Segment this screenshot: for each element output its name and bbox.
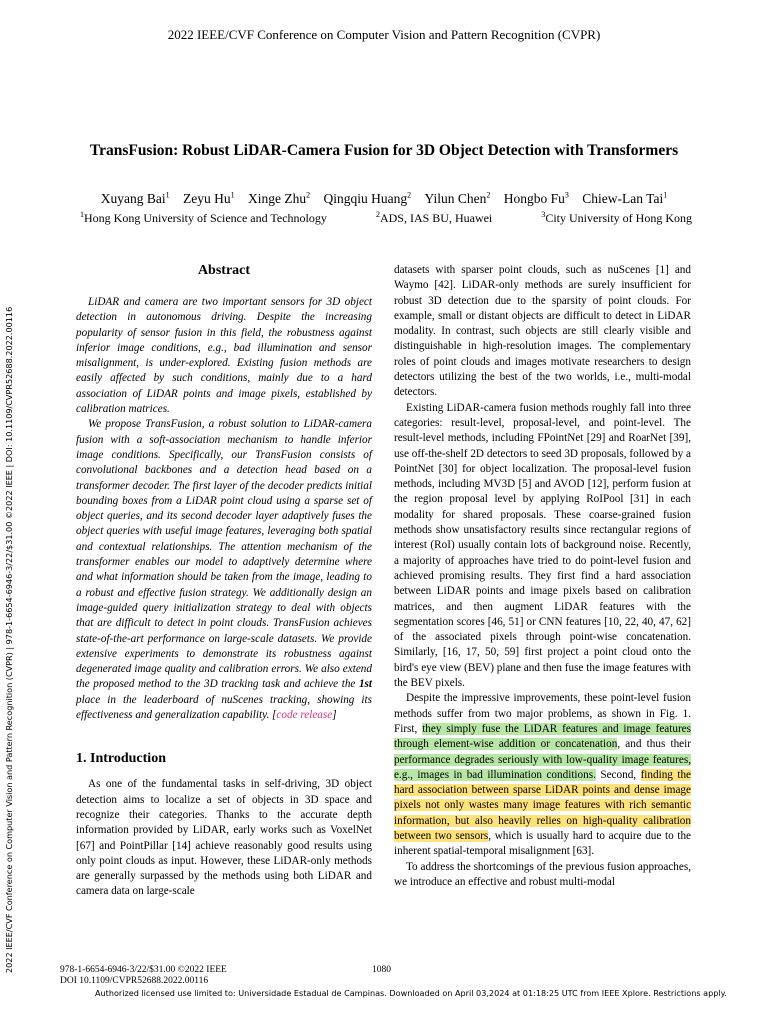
author-name: Hongbo Fu xyxy=(503,191,565,206)
side-margin-citation: 2022 IEEE/CVF Conference on Computer Vision and Pattern Recognition (CVPR) | 978-1-6654-6946-3/22/$31.00 ©2022 IEEE | DOI: 10.1109/CVPR52688.2022.00116 xyxy=(4,306,14,973)
author-name: Qingqiu Huang xyxy=(323,191,408,206)
leaderboard-rank: 1st xyxy=(358,678,373,691)
author xyxy=(324,191,412,206)
right-paragraph-3 xyxy=(394,691,691,859)
abstract-paragraph-2-tail: place in the leaderboard of nuScenes tracking, showing its effectiveness and generalization capability. [ xyxy=(76,693,372,722)
affiliation xyxy=(376,211,492,226)
paragraph-3-text-d: , which is usually hard to acquire due to the inherent spatial-temporal misalignment [63]. xyxy=(394,829,691,858)
footer-publication-info xyxy=(60,965,227,987)
affiliation-list xyxy=(80,211,692,226)
author-name: Xinge Zhu xyxy=(248,191,307,206)
highlight-yellow-1: finding the hard association between sparse LiDAR points and dense image pixels not only wastes many image features with rich semantic information, but also heavily relies on high-quality calibration between two sensors xyxy=(394,768,692,842)
affiliation-number: 1 xyxy=(80,210,84,219)
right-paragraph-1: datasets with sparser point clouds, such as nuScenes [1] and Waymo [42]. LiDAR-only methods are surely insufficient for robust 3D detection due to the sparsity of point clouds. For example, small or distant objects are difficult to detect in LiDAR modality. In contrast, such objects are still clearly visible and distinguishable in high-resolution images. The complementary roles of point clouds and images motivate researchers to design detectors utilizing the best of the two worlds, i.e., multi-modal detectors. xyxy=(394,264,691,399)
author xyxy=(504,191,569,206)
paragraph-3-text-c: Second, xyxy=(600,768,637,781)
abstract-paragraph-1: LiDAR and camera are two important sensors for 3D object detection in autonomous driving. Despite the increasing popularity of sensor fusion in this field, the robustness against inferior image conditions, e.g., bad illumination and sensor misalignment, is under-explored. Existing fusion methods are easily affected by such conditions, mainly due to a hard association of LiDAR points and image pixels, established by calibration matrices. xyxy=(76,296,372,416)
affiliation-number: 3 xyxy=(541,210,546,219)
author xyxy=(248,191,310,206)
left-column xyxy=(76,263,372,900)
introduction-heading: 1. Introduction xyxy=(76,751,166,767)
author-name: Chiew-Lan Tai xyxy=(582,191,664,206)
author-name: Xuyang Bai xyxy=(100,191,166,206)
author-affiliation-mark: 1 xyxy=(165,190,170,200)
author xyxy=(101,191,170,206)
author-affiliation-mark: 2 xyxy=(306,190,311,200)
page-number: 1080 xyxy=(372,965,391,975)
affiliation-name: ADS, IAS BU, Huawei xyxy=(379,211,493,225)
author xyxy=(582,191,667,206)
author-affiliation-mark: 2 xyxy=(486,190,491,200)
affiliation xyxy=(80,211,327,226)
paragraph-3-text-a: Despite the impressive improvements, these point-level fusion methods suffer from two major problems, as shown in Fig. 1. First, xyxy=(394,692,691,735)
footer-doi: DOI 10.1109/CVPR52688.2022.00116 xyxy=(60,976,209,986)
author xyxy=(183,191,235,206)
paper-title: TransFusion: Robust LiDAR-Camera Fusion for 3D Object Detection with Transformers xyxy=(89,142,679,159)
code-release-link[interactable]: code release xyxy=(276,709,333,722)
author-affiliation-mark: 1 xyxy=(230,190,235,200)
introduction-paragraph-1: As one of the fundamental tasks in self-driving, 3D object detection aims to localize a set of objects in 3D space and recognize their categories. Thanks to the accurate depth information provided by LiDAR, early works such as VoxelNet [67] and PointPillar [14] achieve reasonably good results using only point clouds as input. However, these LiDAR-only methods are generally surpassed by the methods using both LiDAR and camera data on large-scale xyxy=(76,778,372,898)
right-column xyxy=(394,263,691,890)
author-affiliation-mark: 3 xyxy=(564,190,569,200)
affiliation-number: 2 xyxy=(375,210,380,219)
abstract-paragraph-2-end: ] xyxy=(332,709,337,722)
right-paragraph-4: To address the shortcomings of the previous fusion approaches, we introduce an effective and robust multi-modal xyxy=(394,860,691,888)
footer-isbn: 978-1-6654-6946-3/22/$31.00 ©2022 IEEE xyxy=(60,965,227,975)
author-list xyxy=(0,191,768,207)
author-affiliation-mark: 2 xyxy=(407,190,412,200)
abstract-paragraph-2-text: We propose TransFusion, a robust solution to LiDAR-camera fusion with a soft-association mechanism to handle inferior image conditions. Specifically, our TransFusion consists of convolutional backbones and a detection head based on a transformer decoder. The first layer of the decoder predicts initial bounding boxes from a LiDAR point cloud using a sparse set of object queries, and its second decoder layer adaptively fuses the object queries with useful image features, leveraging both spatial and contextual relationships. The attention mechanism of the transformer enables our model to adaptively determine where and what information should be taken from the image, leading to a robust and effective fusion strategy. We additionally design an image-guided query initialization strategy to deal with objects that are difficult to detect in point clouds. TransFusion achieves state-of-the-art performance on large-scale datasets. We provide extensive experiments to demonstrate its robustness against degenerated image quality and calibration errors. We also extend the proposed method to the 3D tracking task and achieve the xyxy=(76,418,372,691)
highlight-green-1: they simply fuse the LiDAR features and image features through element-wise addition or concatenation xyxy=(394,722,692,751)
right-paragraph-2: Existing LiDAR-camera fusion methods roughly fall into three categories: result-level, proposal-level, and point-level. The result-level methods, including FPointNet [29] and RoarNet [39], use off-the-shelf 2D detectors to seed 3D proposals, followed by a PointNet [30] for object localization. The proposal-level fusion methods, including MV3D [5] and AVOD [12], perform fusion at the region proposal level by applying RoIPool [31] in each modality for shared proposals. These coarse-grained fusion methods show unsatisfactory results since rectangular regions of interest (RoI) usually contain lots of background noise. Recently, a majority of approaches have tried to do point-level fusion and achieved promising results. They first find a hard association between LiDAR points and image pixels based on calibration matrices, and then augment LiDAR features with the segmentation scores [46, 51] or CNN features [10, 22, 40, 47, 62] of the associated pixels through point-wise concatenation. Similarly, [16, 17, 50, 59] first project a point cloud onto the bird's eye view (BEV) plane and then fuse the image features with the BEV pixels. xyxy=(394,401,691,690)
abstract-heading: Abstract xyxy=(197,263,251,278)
author-name: Zeyu Hu xyxy=(183,191,231,206)
affiliation-name: City University of Hong Kong xyxy=(545,211,692,225)
highlight-green-2: performance degrades seriously with low-quality image features, e.g., images in bad illumination conditions. xyxy=(394,753,691,781)
affiliation-name: Hong Kong University of Science and Technology xyxy=(84,211,327,225)
conference-header: 2022 IEEE/CVF Conference on Computer Vision and Pattern Recognition (CVPR) xyxy=(167,27,601,42)
abstract-section xyxy=(76,263,372,723)
access-notice: Authorized licensed use limited to: Universidade Estadual de Campinas. Downloaded on April 03,2024 at 01:18:25 UTC from IEEE Xplore. Restrictions apply. xyxy=(95,988,727,998)
paragraph-3-text-b: , and thus their xyxy=(617,738,691,751)
author-name: Yilun Chen xyxy=(424,191,487,206)
author xyxy=(425,191,491,206)
author-affiliation-mark: 1 xyxy=(663,190,668,200)
abstract-paragraph-2 xyxy=(76,417,372,723)
affiliation xyxy=(541,211,692,226)
